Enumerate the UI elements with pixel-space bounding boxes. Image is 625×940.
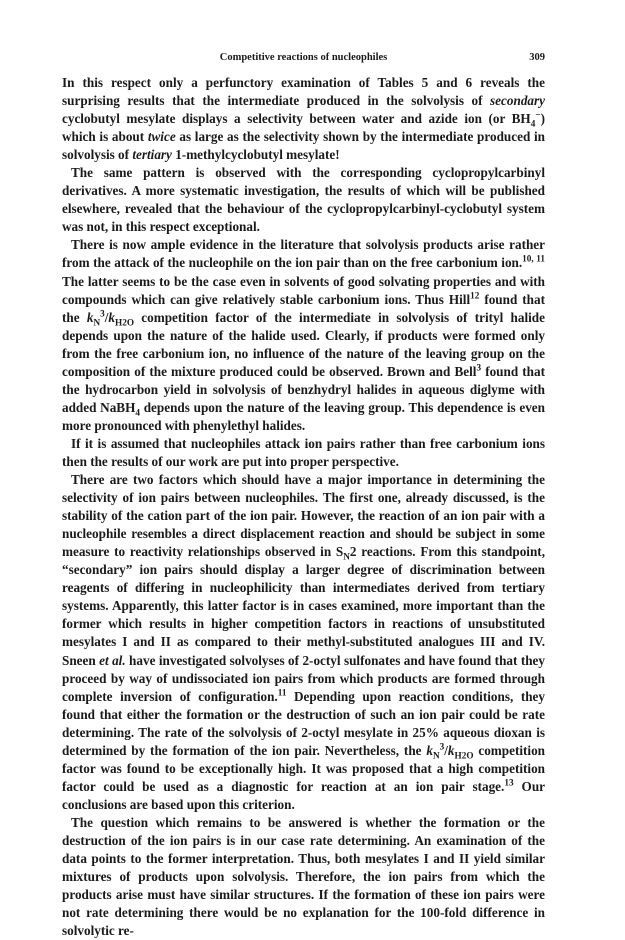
text-run: k — [447, 742, 455, 758]
text-run: 3 — [439, 741, 445, 752]
paragraph-2 — [62, 164, 545, 236]
text-run: 4 — [135, 407, 140, 418]
text-run: found that the hydrocarbon yield in solvolysis of benzhydryl halides in aqueous diglyme with added NaBH — [62, 363, 546, 415]
text-run: 3 — [476, 362, 482, 373]
text-run: In this respect only a perfunctory examination of Tables 5 and 6 reveals the surprising results that the intermediate produced in the solvolysis of — [62, 75, 545, 109]
text-run: / — [444, 742, 448, 758]
text-run: depends upon the nature of the leaving group. This dependence is even more pronounced with phenylethyl halides. — [62, 399, 545, 433]
text-run: competition factor of the intermediate in solvolysis of trityl halide depends upon the nature of the halide used. Clearly, if products were formed only from the free carbonium ion, no influence of the nature of the leaving group on the composition of the mixture produced could be observed. Brown and Bell — [62, 309, 545, 379]
text-run: found that the — [62, 291, 545, 325]
text-run: N — [432, 750, 440, 761]
text-run: have investigated solvolyses of 2-octyl sulfonates and have found that they proceed by way of undissociated ion pairs from which products are formed through complete inversion of configuration. — [62, 652, 545, 704]
text-run: k — [86, 309, 94, 325]
text-run: Our conclusions are based upon this criterion. — [62, 778, 546, 812]
paragraph-5 — [62, 471, 545, 814]
text-run: 2 reactions. From this standpoint, “secondary” ion pairs should display a larger degree of discrimination between reagents of differing in nucleophilicity than intermediates derived from tertiary systems. Apparently, this latter factor is in cases examined, more important than the former which results in higher competition factors in reactions of unsubstituted mesylates I and II as compared to their methyl-substituted analogues III and IV. Sneen — [62, 544, 545, 668]
text-run: as large as the selectivity shown by the intermediate produced in solvolysis of — [62, 129, 545, 163]
text-run: If it is assumed that nucleophiles attack ion pairs rather than free carbonium ions then the results of our work are put into proper perspective. — [62, 435, 545, 469]
text-run: k — [108, 309, 116, 325]
text-run: N — [343, 551, 350, 562]
text-run: − — [535, 109, 541, 120]
paragraph-3 — [62, 236, 545, 435]
text-run: The question which remains to be answered is whether the formation or the destruction of the ion pairs is in our case rate determining. An examination of the data points to the former interpretation. Thus, both mesylates I and II yield similar mixtures of products upon solvolysis. Therefore, the ion pairs from which the products arise must have similar structures. If the formation of these ion pairs were not rate determining there would be no explanation for the 100-fold difference in solvolytic re- — [62, 814, 545, 939]
text-run: H2O — [115, 317, 134, 328]
text-run: twice — [147, 129, 176, 145]
text-run: k — [426, 742, 433, 758]
text-run: There are two factors which should have a major importance in determining the selectivity of ion pairs between nucleophiles. The first one, already discussed, is the stability of the cation part of the ion pair. However, the reaction of an ion pair with a nucleophile resembles a direct displacement reaction and should be subject in some measure to reactivity relationships observed in S — [62, 472, 545, 560]
text-run: The latter seems to be the case even in solvents of good solvating properties and with compounds which can give relatively stable carbonium ions. Thus Hill — [62, 273, 545, 307]
paragraph-4 — [62, 435, 545, 471]
body-text — [62, 74, 545, 940]
text-run: H2O — [454, 750, 474, 761]
text-run: N — [93, 317, 101, 328]
text-run: ) which is about — [62, 111, 545, 145]
text-run: 13 — [504, 777, 514, 788]
text-run: 4 — [530, 118, 536, 129]
paragraph-6 — [62, 814, 545, 940]
text-run: 12 — [470, 290, 480, 301]
text-run: 10, 11 — [522, 254, 545, 265]
text-run: tertiary — [132, 147, 172, 163]
text-run: Depending upon reaction conditions, they found that either the formation or the destruction of such an ion pair could be rate determining. The rate of the solvolysis of 2-octyl mesylate in 25% aqueous dioxan is determined by the formation of the ion pair. Nevertheless, the — [62, 688, 545, 758]
running-title: Competitive reactions of nucleophiles — [219, 52, 388, 63]
text-run: 3 — [100, 308, 105, 319]
text-run: cyclobutyl mesylate displays a selectivity between water and azide ion (or BH — [62, 111, 531, 127]
text-run: competition factor was found to be exceptionally high. It was proposed that a high competition factor could be used as a diagnostic for reaction at an ion pair stage. — [62, 742, 545, 794]
text-run: / — [104, 309, 109, 325]
text-run: et al. — [99, 652, 126, 668]
text-run: 1-methylcyclobutyl mesylate! — [171, 147, 340, 163]
running-head — [62, 52, 545, 68]
paragraph-1 — [62, 74, 545, 164]
text-run: secondary — [490, 93, 545, 109]
text-run: There is now ample evidence in the literature that solvolysis products arise rather from the attack of the nucleophile on the ion pair than on the free carbonium ion. — [62, 237, 545, 271]
page-number: 309 — [529, 52, 545, 63]
text-run: 11 — [277, 687, 287, 698]
text-run: The same pattern is observed with the corresponding cyclopropylcarbinyl derivatives. A more systematic investigation, the results of which will be published elsewhere, revealed that the behaviour of the cyclopropylcarbinyl-cyclobutyl system was not, in this respect exceptional. — [62, 165, 545, 235]
